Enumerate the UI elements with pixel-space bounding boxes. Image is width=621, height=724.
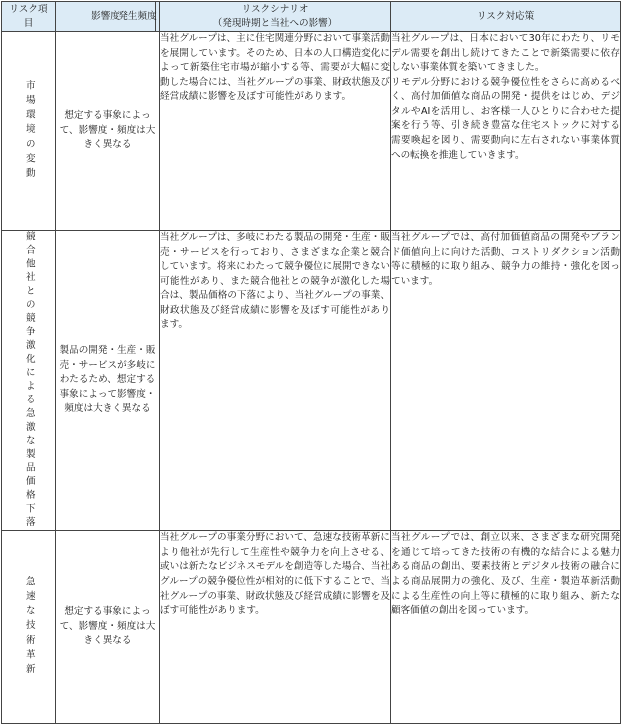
header-row xyxy=(2,2,621,32)
risk-response-cell: 当社グループでは、高付加価値商品の開発やブランド価値向上に向けた活動、コストリダクション活動等に積極的に取り組み、競争力の維持・強化を図っています。 xyxy=(391,231,621,531)
risk-scenario-cell: 当社グループは、主に住宅関連分野において事業活動を展開しています。そのため、日本の人口構造変化によって新築住宅市場が縮小する等、需要が大幅に変動した場合には、当社グループの事業、財政状態及び経営成績に影響を及ぼす可能性があります。 xyxy=(160,32,391,231)
table-row xyxy=(2,32,621,231)
header-frequency-label: 発生頻度 xyxy=(118,10,157,22)
risk-item-label: 市場環境の変動 xyxy=(2,32,56,231)
impact-frequency-cell: 想定する事象によって、影響度・頻度は大きく異なる xyxy=(56,32,160,231)
header-impact: 影響度 xyxy=(56,2,156,32)
risk-scenario-cell: 当社グループは、多岐にわたる製品の開発・生産・販売・サービスを行っており、さまざまな企業と競合しています。将来にわたって競争優位に展開できない可能性があり、また競合他社との競争が激化した場合は、製品価格の下落により、当社グループの事業、財政状態及び経営成績に影響を及ぼす可能性があります。 xyxy=(160,231,391,531)
risk-table xyxy=(1,1,621,724)
header-scenario-title: リスクシナリオ xyxy=(241,4,309,16)
header-scenario xyxy=(160,2,391,32)
risk-response-cell: 当社グループは、日本において30年にわたり、リモデル需要を創出し続けてきたことで新築需要に依存しない事業体質を築いてきました。 リモデル分野における競争優位性をさらに高めるべく、高付加価値な商品の開発・提供をはじめ、デジタルやAIを活用し、お客様一人ひとりに合わせた提案を行う等、引き続き豊富な住宅ストックに対する需要喚起を図り、需要動向に左右されない事業体質への転換を推進していきます。 xyxy=(391,32,621,231)
header-scenario-subtitle: （発現時期と当社への影響） xyxy=(212,17,338,29)
impact-frequency-cell: 製品の開発・生産・販売・サービスが多岐にわたるため、想定する事象によって影響度・頻度は大きく異なる xyxy=(56,231,160,531)
risk-item-label: 急速な技術革新 xyxy=(2,531,56,724)
impact-frequency-cell: 想定する事象によって、影響度・頻度は大きく異なる xyxy=(56,531,160,724)
table-row xyxy=(2,531,621,724)
risk-scenario-cell: 当社グループの事業分野において、急速な技術革新により他社が先行して生産性や競争力を向上させる、或いは新たなビジネスモデルを創造等した場合、当社グループの競争優位性が相対的に低下することで、当社グループの事業、財政状態及び経営成績に影響を及ぼす可能性があります。 xyxy=(160,531,391,724)
table-row xyxy=(2,231,621,531)
risk-response-cell: 当社グループでは、創立以来、さまざまな研究開発を通じて培ってきた技術の有機的な結合による魅力ある商品の創出、要素技術とデジタル技術の融合による商品展開力の強化、及び、生産・製造革新活動による生産性の向上等に積極的に取り組み、新たな顧客価値の創出を図っています。 xyxy=(391,531,621,724)
header-response: リスク対応策 xyxy=(391,2,621,32)
header-risk-item: リスク項目 xyxy=(2,2,56,32)
risk-item-label: 競合他社との競争激化による急激な製品価格下落 xyxy=(2,231,56,531)
